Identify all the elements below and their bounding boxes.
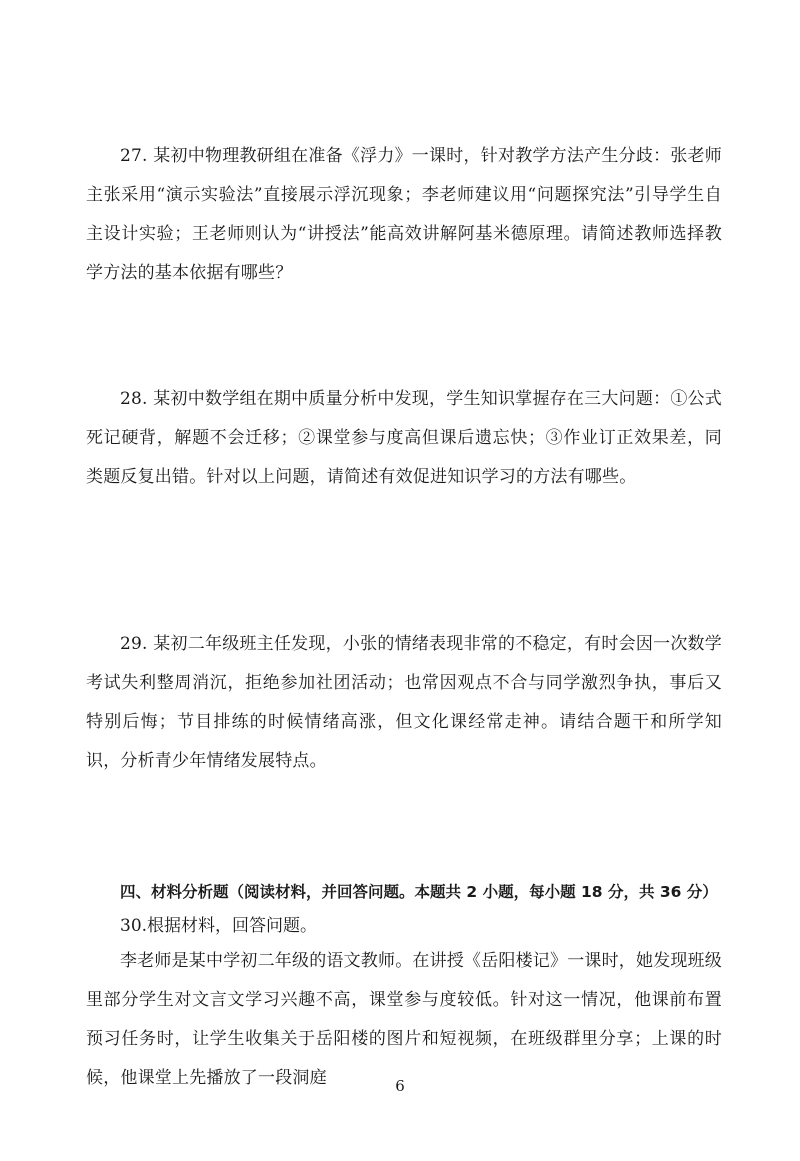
question-30-heading: 30.根据材料，回答问题。 — [120, 916, 318, 936]
section-4-title: 四、材料分析题（阅读材料，并回答问题。本题共 2 小题，每小题 18 分，共 36 分） — [120, 883, 718, 901]
question-27: 27. 某初中物理教研组在准备《浮力》一课时，针对教学方法产生分歧：张老师主张采用“演示实验法”直接展示浮沉现象；李老师建议用“问题探究法”引导学生自主设计实验；王老师则认为“讲授法”能高效讲解阿基米德原理。请简述教师选择教学方法的基本依据有哪些？ — [86, 146, 722, 283]
page-number: 6 — [395, 1077, 405, 1095]
question-30-material: 李老师是某中学初二年级的语文教师。在讲授《岳阳楼记》一课时，她发现班级里部分学生对文言文学习兴趣不高，课堂参与度较低。针对这一情况，他课前布置预习任务时，让学生收集关于岳阳楼的图片和短视频，在班级群里分享；上课的时候，他课堂上先播放了一段洞庭 — [86, 951, 722, 1088]
question-29: 29. 某初二年级班主任发现，小张的情绪表现非常的不稳定，有时会因一次数学考试失利整周消沉，拒绝参加社团活动；也常因观点不合与同学激烈争执，事后又特别后悔；节目排练的时候情绪高涨，但文化课经常走神。请结合题干和所学知识，分析青少年情绪发展特点。 — [86, 634, 722, 771]
question-28: 28. 某初中数学组在期中质量分析中发现，学生知识掌握存在三大问题：①公式死记硬背，解题不会迁移；②课堂参与度高但课后遗忘快；③作业订正效果差，同类题反复出错。针对以上问题，请简述有效促进知识学习的方法有哪些。 — [86, 389, 722, 487]
